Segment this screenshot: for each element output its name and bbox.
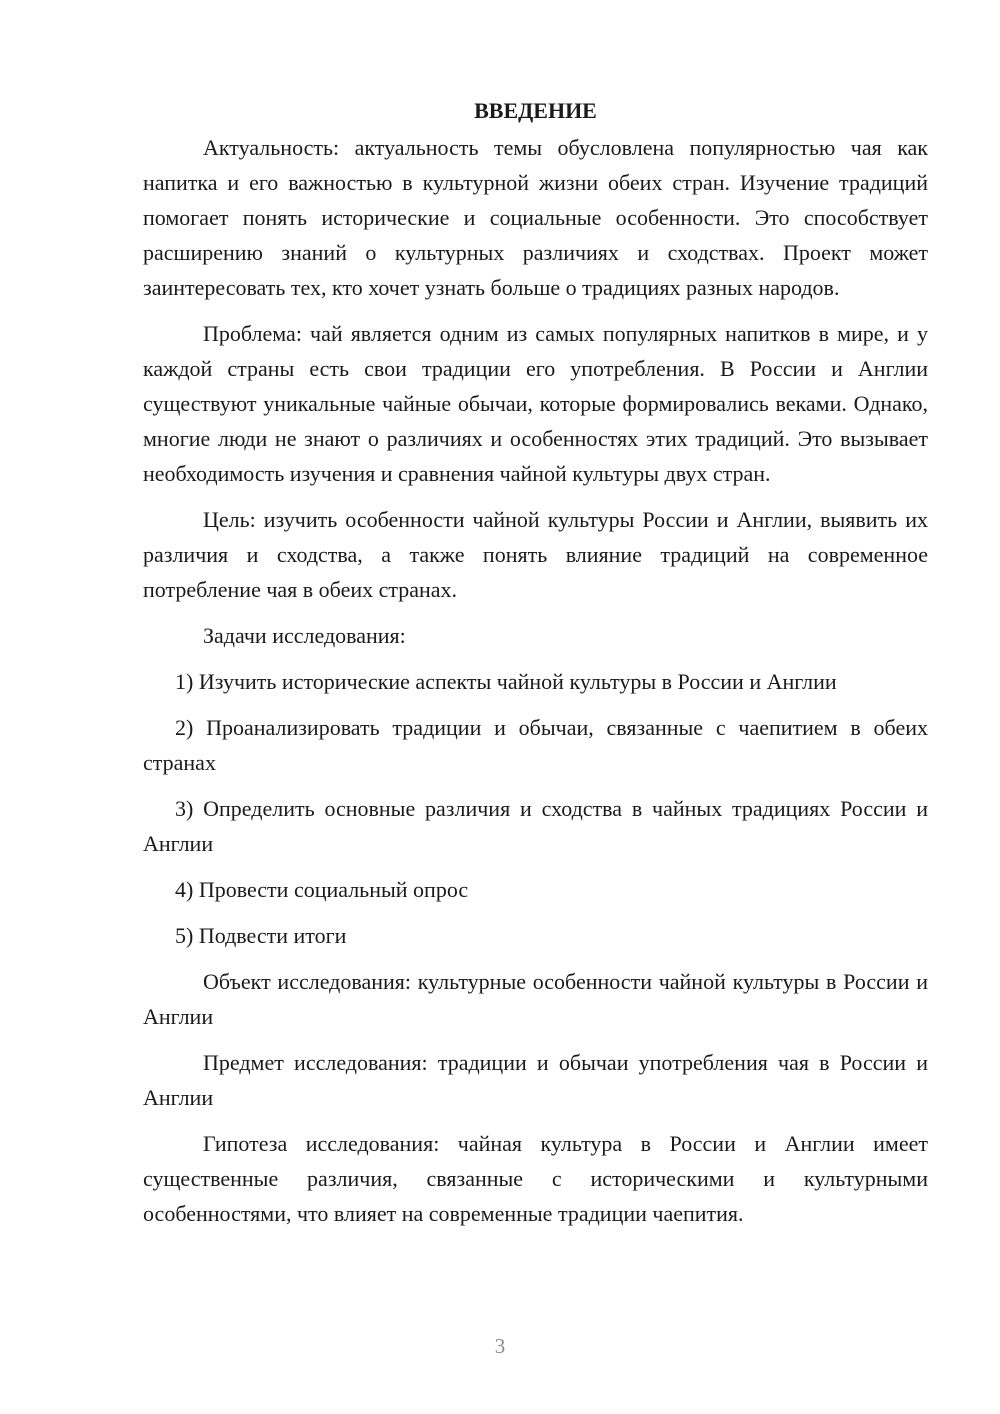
object-paragraph: Объект исследования: культурные особенности чайной культуры в России и Англии: [143, 969, 928, 1029]
document-title: ВВЕДЕНИЕ: [474, 98, 597, 123]
task-item-1: 1) Изучить исторические аспекты чайной культуры в России и Англии: [175, 669, 837, 694]
task-item-5: 5) Подвести итоги: [175, 923, 347, 948]
page-number: 3: [494, 1334, 506, 1358]
relevance-paragraph: Актуальность: актуальность темы обусловлена популярностью чая как напитка и его важностью в культурной жизни обеих стран. Изучение традиций помогает понять исторические и социальные особенности. Это способствует расширению знаний о культурных различиях и сходствах. Проект может заинтересовать тех, кто хочет узнать больше о традициях разных народов.: [143, 135, 928, 300]
hypothesis-paragraph: Гипотеза исследования: чайная культура в России и Англии имеет существенные различия, связанные с историческими и культурными особенностями, что влияет на современные традиции чаепития.: [143, 1131, 928, 1226]
task-item-2: 2) Проанализировать традиции и обычаи, связанные с чаепитием в обеих странах: [143, 715, 928, 775]
subject-paragraph: Предмет исследования: традиции и обычаи употребления чая в России и Англии: [143, 1050, 928, 1110]
problem-paragraph: Проблема: чай является одним из самых популярных напитков в мире, и у каждой страны есть свои традиции его употребления. В России и Англии существуют уникальные чайные обычаи, которые формировались веками. Однако, многие люди не знают о различиях и особенностях этих традиций. Это вызывает необходимость изучения и сравнения чайной культуры двух стран.: [143, 321, 928, 486]
tasks-heading: Задачи исследования:: [203, 623, 406, 648]
task-item-4: 4) Провести социальный опрос: [175, 877, 469, 902]
task-item-3: 3) Определить основные различия и сходства в чайных традициях России и Англии: [143, 796, 928, 856]
document-page: [143, 96, 928, 1242]
goal-paragraph: Цель: изучить особенности чайной культуры России и Англии, выявить их различия и сходства, а также понять влияние традиций на современное потребление чая в обеих странах.: [143, 507, 928, 602]
